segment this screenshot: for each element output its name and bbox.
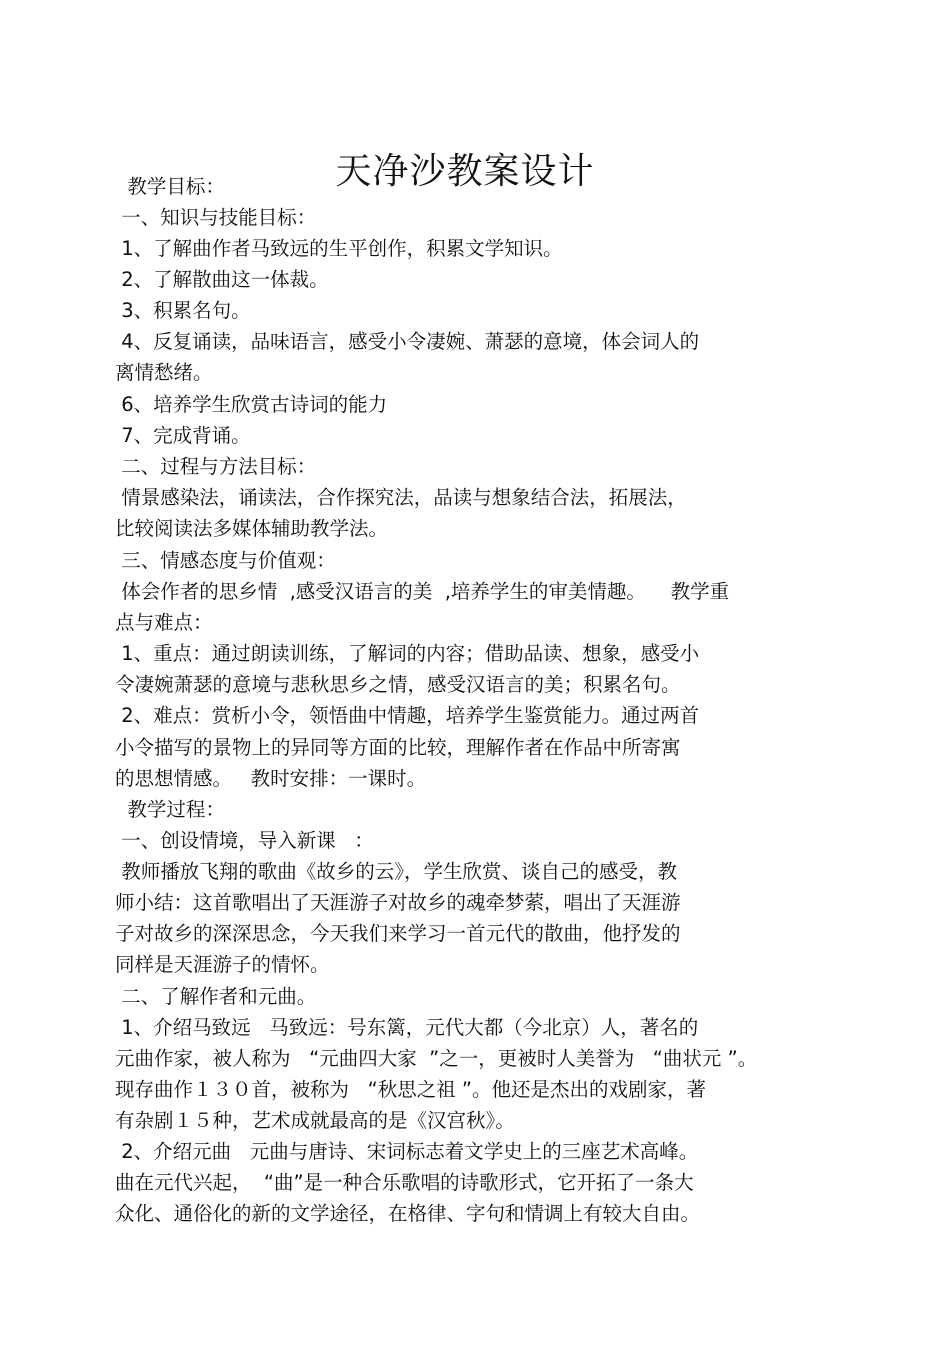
- subheading-create-context: 一、创设情境，导入新课 ：: [115, 829, 374, 852]
- body-line: 3、积累名句。: [115, 299, 251, 322]
- body-line: 教师播放飞翔的歌曲《故乡的云》，学生欣赏、谈自己的感受，教: [115, 860, 677, 883]
- body-line: 元曲作家，被人称为 “元曲四大家 ”之一，更被时人美誉为 “曲状元 ”。: [115, 1047, 758, 1070]
- body-line: 1、介绍马致远 马致远：号东篱，元代大都（今北京）人，著名的: [115, 1016, 699, 1039]
- body-line: 2、难点：赏析小令，领悟曲中情趣，培养学生鉴赏能力。通过两首: [115, 704, 700, 727]
- body-line: 情景感染法，诵读法，合作探究法，品读与想象结合法，拓展法，: [115, 486, 687, 509]
- body-line: 比较阅读法多媒体辅助教学法。: [115, 517, 389, 540]
- subheading-author-yuanqu: 二、了解作者和元曲。: [115, 985, 317, 1008]
- body-line: 2、介绍元曲 元曲与唐诗、宋词标志着文学史上的三座艺术高峰。: [115, 1140, 699, 1163]
- document-title: 天净沙教案设计: [335, 151, 595, 193]
- body-line: 师小结：这首歌唱出了天涯游子对故乡的魂牵梦萦，唱出了天涯游: [115, 891, 681, 914]
- subheading-emotion-values: 三、情感态度与价值观：: [115, 549, 336, 572]
- body-line: 有杂剧１５种，艺术成就最高的是《汉宫秋》。: [115, 1109, 515, 1132]
- body-line: 令凄婉萧瑟的意境与悲秋思乡之情，感受汉语言的美；积累名句。: [115, 673, 681, 696]
- body-line: 1、了解曲作者马致远的生平创作，积累文学知识。: [115, 237, 563, 260]
- body-line: 现存曲作１３０首，被称为 “秋思之祖 ”。他还是杰出的戏剧家，著: [115, 1078, 706, 1101]
- body-line: 点与难点：: [115, 611, 213, 634]
- body-line: 1、重点：通过朗读训练，了解词的内容；借助品读、想象，感受小: [115, 642, 700, 665]
- body-line: 众化、通俗化的新的文学途径，在格律、字句和情调上有较大自由。: [115, 1202, 701, 1225]
- section-heading-teaching-process: 教学过程：: [115, 798, 225, 821]
- section-heading-teaching-goals: 教学目标：: [115, 175, 225, 198]
- body-line: 离情愁绪。: [115, 361, 213, 384]
- body-line: 6、培养学生欣赏古诗词的能力: [115, 393, 388, 416]
- body-line: 的思想情感。 教时安排：一课时。: [115, 767, 427, 790]
- body-line: 曲在元代兴起， “曲”是一种合乐歌唱的诗歌形式，它开拓了一条大: [115, 1171, 694, 1194]
- body-line: 同样是天涯游子的情怀。: [115, 953, 330, 976]
- subheading-knowledge-skills: 一、知识与技能目标：: [115, 206, 317, 229]
- body-line: 体会作者的思乡情 ,感受汉语言的美 ,培养学生的审美情趣。 教学重: [115, 580, 730, 603]
- body-line: 2、了解散曲这一体裁。: [115, 268, 329, 291]
- body-line: 4、反复诵读，品味语言，感受小令凄婉、萧瑟的意境，体会词人的: [115, 330, 700, 353]
- subheading-process-method: 二、过程与方法目标：: [115, 455, 317, 478]
- body-line: 小令描写的景物上的异同等方面的比较，理解作者在作品中所寄寓: [115, 736, 681, 759]
- body-line: 7、完成背诵。: [115, 424, 251, 447]
- body-line: 子对故乡的深深思念，今天我们来学习一首元代的散曲，他抒发的: [115, 922, 681, 945]
